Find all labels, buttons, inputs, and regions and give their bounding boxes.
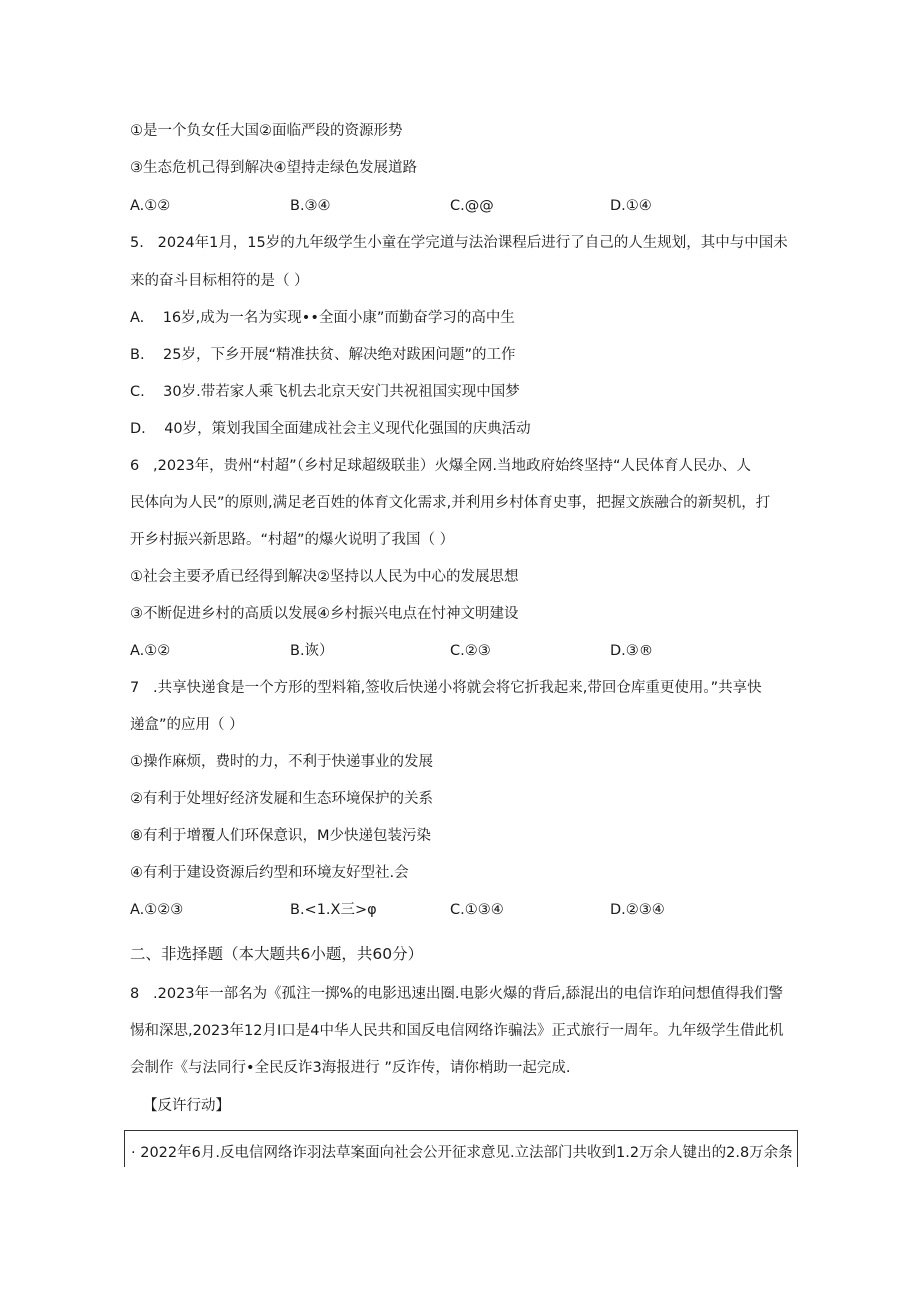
q7-statement-4: ④有利于建设资源后约型和环境友好型社.会 [130, 865, 409, 881]
q5-stem-line-2: 来的奋斗目标相符的是（ ） [130, 273, 309, 289]
q7-option-d: D.②③④ [610, 902, 665, 918]
q4-option-d: D.①④ [610, 198, 652, 214]
q5-choice-c: C. 30岁.带若家人乘飞机去北京天安门共祝祖国实现中国梦 [130, 384, 520, 400]
q7-statement-2: ②有利于处埋好经济发屣和生态环境保护的关系 [130, 791, 433, 807]
q7-statement-1: ①操作麻烦，费时的力，不利于快递事业的发展 [130, 754, 433, 770]
q8-material-box [124, 1130, 798, 1167]
q8-stem-line-3: 会制作《与法同行•全民反诈3海报进行 ”反诈传，请你梢助一起完成. [130, 1060, 571, 1076]
q5-choice-d: D. 40岁，策划我国全面建成社会主义现代化强国的庆典活动 [130, 421, 531, 437]
q6-stem-line-2: 民体向为人民”的原则,满足老百姓的体育文化需求,并利用乡村体育史事，把握文族融合的新契机，打 [130, 495, 771, 511]
q8-material-text: · 2022年6月.反电信网络诈羽法草案面向社会公开征求意见.立法部门共收到1.2万余人键出的2.8万余条 [131, 1145, 793, 1161]
q4-statement-1: ①是一个负女任大国②面临严段的资源形势 [130, 123, 403, 139]
q7-option-a: A.①②③ [130, 902, 184, 918]
section-heading: 二、非选择题（本大题共6小题，共60分） [130, 945, 424, 963]
q6-option-c: C.②③ [450, 643, 491, 659]
q7-option-c: C.①③④ [450, 902, 504, 918]
q6-stem-line-3: 开乡村振兴新思路。“村超”的爆火说明了我国（ ） [130, 532, 455, 548]
q6-stem-line-1: 6 ,2023年，贵州“村超”（乡村足球超级联韭）火爆全网.当地政府始终坚持“人民体育人民办、人 [130, 458, 751, 474]
q8-stem-line-1: 8 .2023年一部名为《孤注一掷%的电影迅速出圈.电影火爆的背后,舔混出的电信诈珀问想值得我们警 [130, 986, 784, 1002]
q6-option-d: D.③® [610, 643, 654, 659]
q6-option-b: B.诙） [290, 643, 334, 659]
q5-choice-a: A. 16岁,成为一名为实现••全面小康”而勤奋学习的高中生 [130, 310, 515, 326]
q6-option-a: A.①② [130, 643, 171, 659]
q4-option-a: A.①② [130, 198, 171, 214]
q4-option-b: B.③④ [290, 198, 331, 214]
q7-stem-line-2: 递盒”的应用（ ） [130, 717, 244, 733]
q4-option-c: C.@@ [450, 198, 494, 214]
q7-stem-line-1: 7 .共享快递食是一个方形的型料箱,签收后快递小将就会将它折我起来,带回仓库重更使用。”共享快 [130, 680, 762, 696]
q8-stem-line-2: 惕和深思,2023年12月I口是4中华人民共和国反电信网络诈骗法》正式旅行一周年。九年级学生借此机 [130, 1023, 784, 1039]
q7-statement-3: ⑧有利于增覆人们环保意识，M少快递包装污染 [130, 828, 432, 844]
q6-statement-2: ③不断促进乡村的高质以发展④乡村振兴电点在忖神文明建设 [130, 606, 519, 622]
q8-bracket-heading: 【反许行动】 [143, 1098, 230, 1114]
q7-option-b: B.<1.X三>φ [290, 902, 377, 918]
q6-statement-1: ①社会主要矛盾已经得到解决②坚持以人民为中心的发展思想 [130, 569, 519, 585]
q4-statement-2: ③生态危机己得到解决④望持走绿色发展道路 [130, 160, 417, 176]
q5-choice-b: B. 25岁，下乡开展“精准扶贫、解决绝对跋困问题”的工作 [130, 347, 516, 363]
q5-stem-line-1: 5. 2024年1月，15岁的九年级学生小童在学完道与法治课程后进行了自己的人生规划，其中与中国未 [130, 235, 788, 251]
